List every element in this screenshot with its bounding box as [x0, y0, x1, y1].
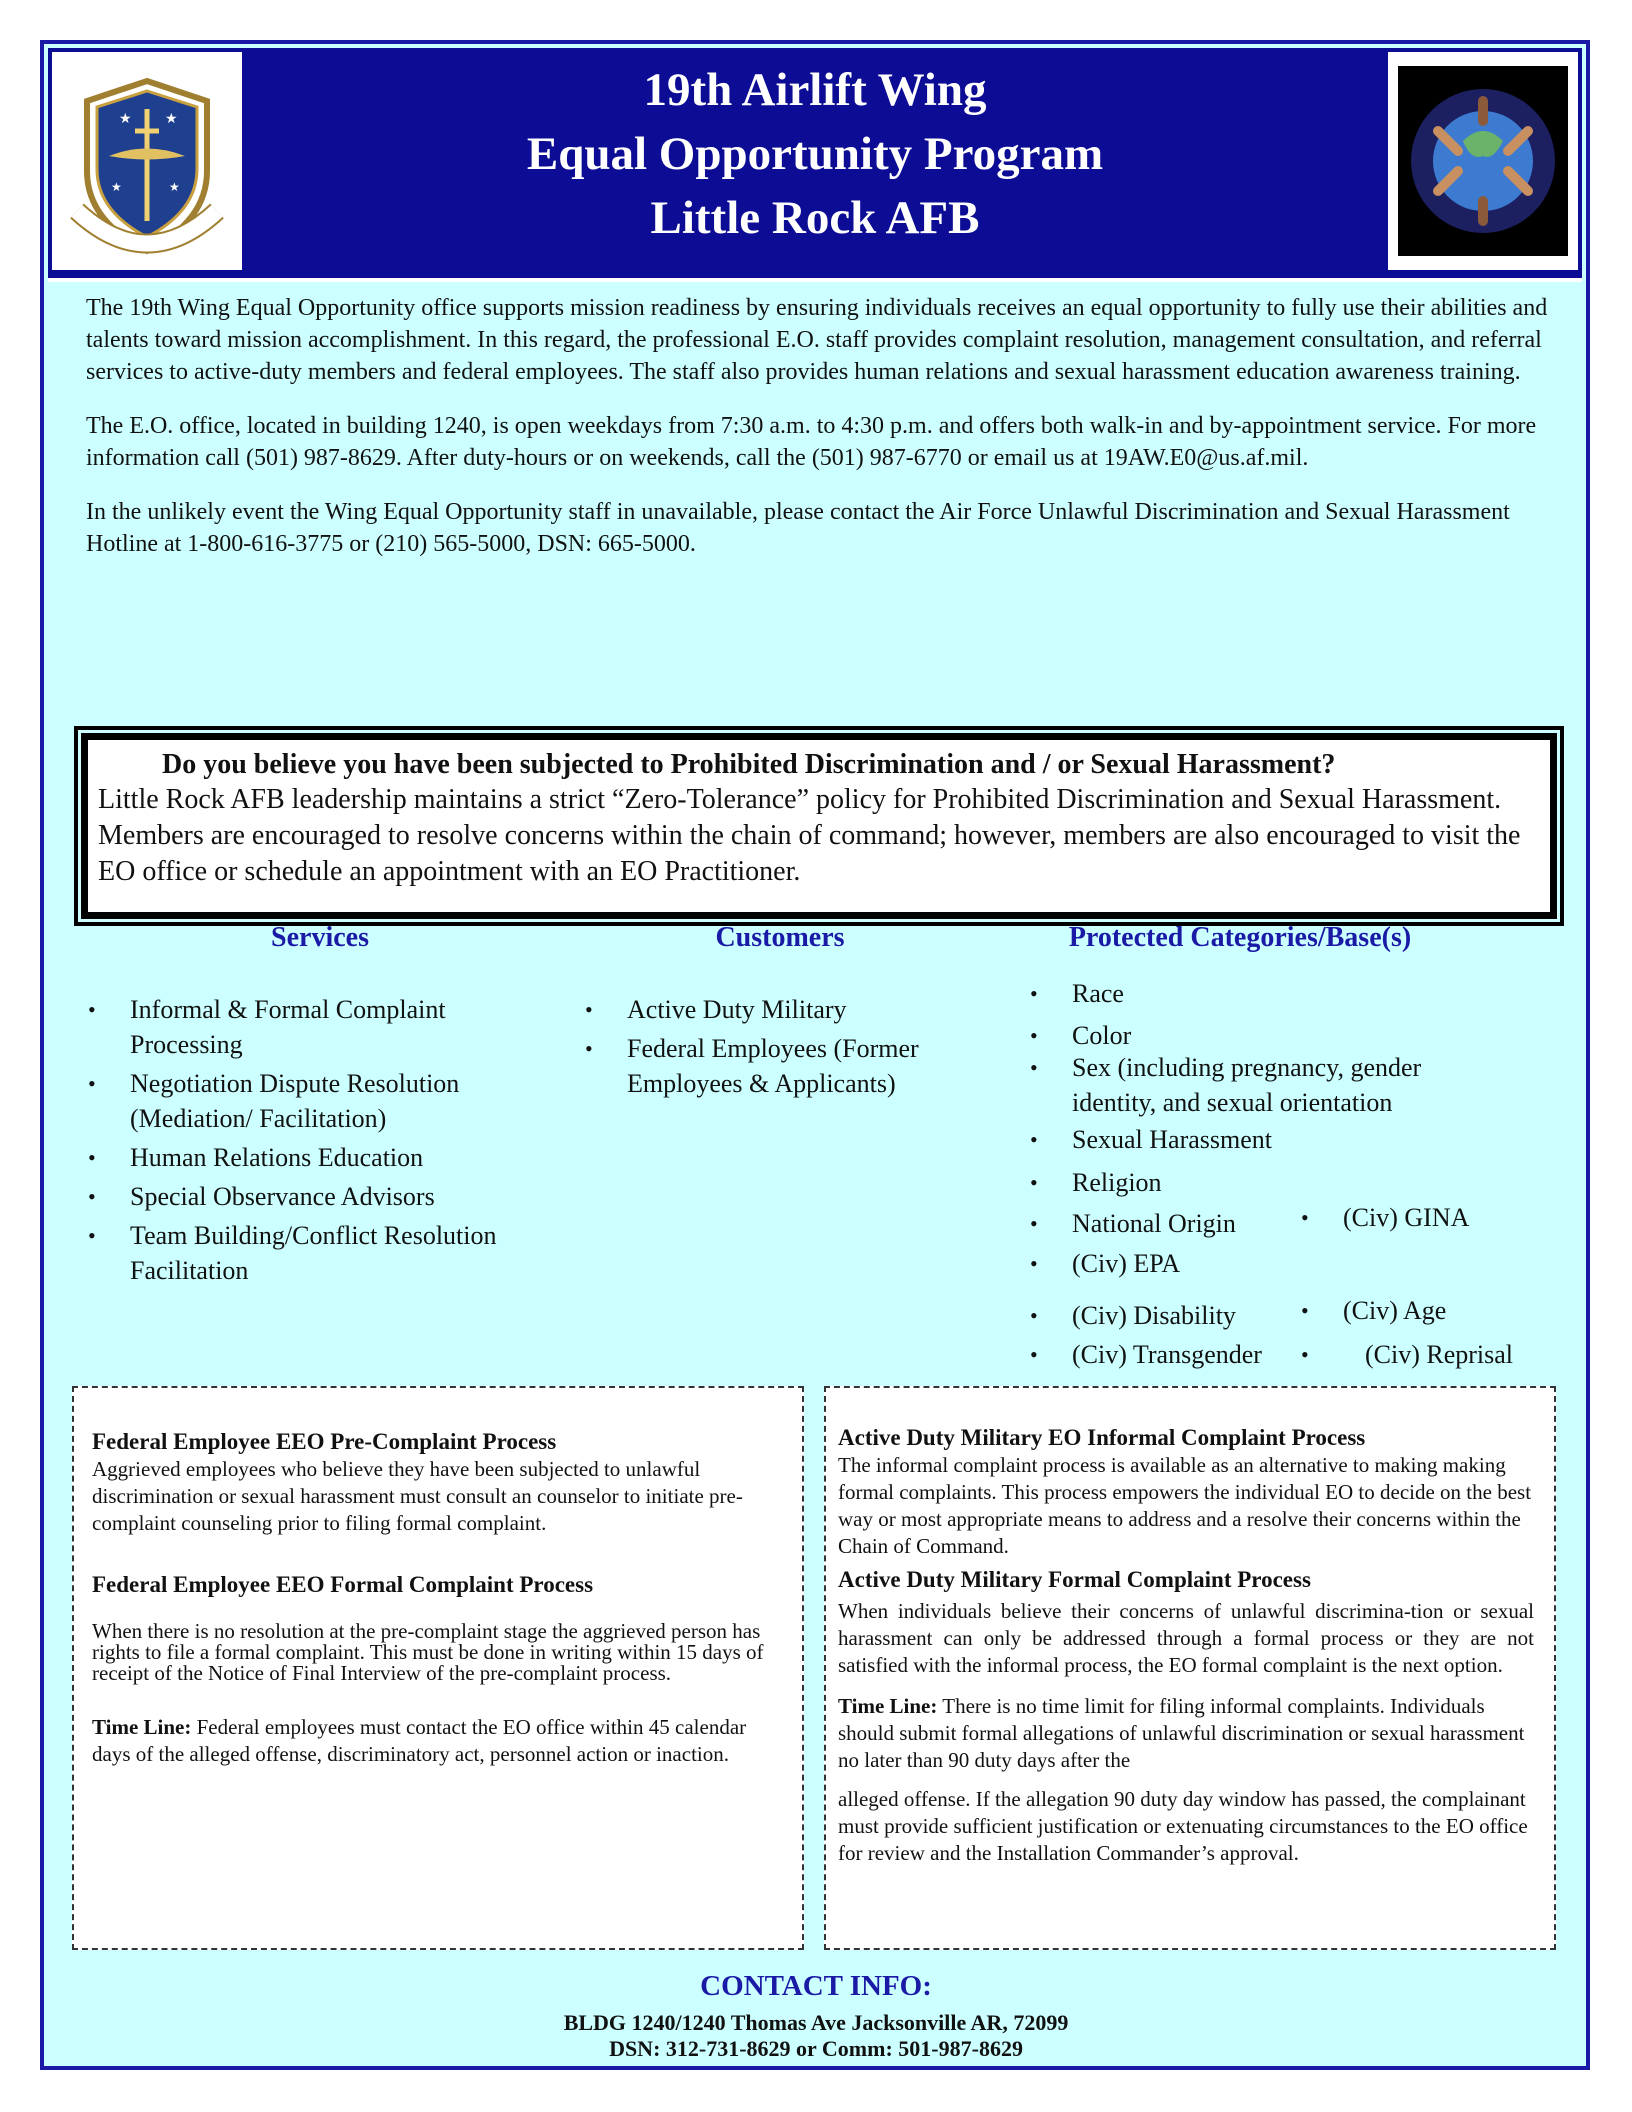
- globe-hands-icon: [1393, 61, 1573, 261]
- title-line-3: Little Rock AFB: [650, 192, 980, 244]
- title-line-1: 19th Airlift Wing: [643, 64, 987, 116]
- list-item: • Informal & Formal Complaint Processing: [80, 992, 520, 1062]
- military-timeline-continued: alleged offense. If the allegation 90 duty day window has passed, the complainant must provide sufficient justification or extenuating circumstances to the EO office for review and the Installation Commander’s approval.: [838, 1787, 1528, 1865]
- federal-precomplaint-text: Aggrieved employees who believe they have been subjected to unlawful discrimination or sexual harassment must consult an counselor to initiate pre-complaint counseling prior to filing formal complaint.: [92, 1457, 743, 1535]
- callout-text: Little Rock AFB leadership maintains a strict “Zero-Tolerance” policy for Prohibited Discrimination and Sexual Harassment. Members are encouraged to resolve concerns within the chain of command; however, members are also encouraged to visit the EO office or schedule an appointment with an EO Practitioner.: [98, 784, 1521, 887]
- page-title: [258, 58, 1372, 250]
- callout-inner: [81, 733, 1557, 919]
- intro-text: [86, 292, 1566, 582]
- federal-formal-text: When there is no resolution at the pre-complaint stage the aggrieved person has rights to file a formal complaint. This must be done in writing within 15 days of receipt of the Notice of Final Interview of the pre-complaint process.: [92, 1619, 764, 1685]
- eo-office-seal: [1388, 52, 1578, 270]
- list-item: • (Civ) EPA: [1024, 1246, 1180, 1281]
- list-item: • Special Observance Advisors: [80, 1179, 520, 1214]
- list-item: • Color: [1024, 1018, 1131, 1053]
- intro-paragraph-3: In the unlikely event the Wing Equal Opportunity staff in unavailable, please contact the Air Force Unlawful Discrimination and Sexual Harassment Hotline at 1-800-616-3775 or (210) 565-5000, DSN: 665-5000.: [86, 499, 1510, 557]
- list-item: • (Civ) Disability: [1024, 1298, 1236, 1333]
- list-item: • Active Duty Military: [577, 992, 997, 1027]
- timeline-label: Time Line:: [92, 1715, 192, 1739]
- federal-precomplaint-heading: Federal Employee EEO Pre-Complaint Process: [92, 1429, 557, 1454]
- military-timeline: [838, 1693, 1534, 1774]
- svg-text:★: ★: [119, 111, 132, 127]
- zero-tolerance-callout: [74, 726, 1564, 926]
- list-item: • Negotiation Dispute Resolution (Mediation/ Facilitation): [80, 1066, 520, 1136]
- customers-list: [577, 992, 997, 1105]
- list-item: • National Origin: [1024, 1206, 1236, 1241]
- list-item: • Human Relations Education: [80, 1140, 520, 1175]
- timeline-label: Time Line:: [838, 1694, 938, 1718]
- services-list: [80, 992, 520, 1292]
- list-item: • (Civ) Reprisal: [1295, 1337, 1513, 1372]
- contact-address: BLDG 1240/1240 Thomas Ave Jacksonville AR, 72099: [563, 2010, 1069, 2035]
- svg-text:★: ★: [165, 111, 178, 127]
- military-informal-text: The informal complaint process is available as an alternative to making making formal complaints. This process empowers the individual EO to decide on the best way or most appropriate means to address and a resolve their concerns within the Chain of Command.: [838, 1453, 1532, 1558]
- timeline-text: There is no time limit for filing informal complaints. Individuals should submit formal allegations of unlawful discrimination or sexual harassment no later than 90 duty days after the: [838, 1694, 1525, 1772]
- list-item: • Federal Employees (Former Employees & Applicants): [577, 1031, 997, 1101]
- intro-paragraph-1: The 19th Wing Equal Opportunity office supports mission readiness by ensuring individuals receives an equal opportunity to fully use their abilities and talents toward mission accomplishment. In this regard, the professional E.O. staff provides complaint resolution, management consultation, and referral services to active-duty members and federal employees. The staff also provides human relations and sexual harassment education awareness training.: [86, 295, 1548, 385]
- federal-employee-process-box: [72, 1386, 804, 1950]
- military-process-box: [824, 1386, 1556, 1950]
- list-item: • Religion: [1024, 1165, 1162, 1200]
- timeline-text: Federal employees must contact the EO office within 45 calendar days of the alleged offense, discriminatory act, personnel action or inaction.: [92, 1715, 747, 1766]
- airlift-wing-emblem: [52, 52, 242, 270]
- list-item: • Sexual Harassment: [1024, 1122, 1272, 1157]
- military-informal-heading: Active Duty Military EO Informal Complaint Process: [838, 1425, 1366, 1450]
- services-heading: Services: [271, 922, 369, 953]
- svg-text:★: ★: [111, 180, 122, 194]
- intro-paragraph-2: The E.O. office, located in building 1240, is open weekdays from 7:30 a.m. to 4:30 p.m. and offers both walk-in and by-appointment service. For more information call (501) 987-8629. After duty-hours or on weekends, call the (501) 987-6770 or email us at 19AW.E0@us.af.mil.: [86, 413, 1537, 471]
- list-item: • (Civ) GINA: [1295, 1200, 1469, 1235]
- list-item: • Team Building/Conflict Resolution Facilitation: [80, 1218, 520, 1288]
- customers-heading: Customers: [715, 922, 845, 953]
- callout-question: Do you believe you have been subjected to Prohibited Discrimination and / or Sexual Harassment?: [162, 749, 1336, 780]
- federal-formal-heading: Federal Employee EEO Formal Complaint Process: [92, 1572, 594, 1597]
- list-item: • Sex (including pregnancy, gender identity, and sexual orientation: [1024, 1050, 1452, 1120]
- list-item: • (Civ) Age: [1295, 1293, 1446, 1328]
- title-line-2: Equal Opportunity Program: [526, 128, 1104, 180]
- svg-text:★: ★: [169, 180, 180, 194]
- protected-categories-heading: Protected Categories/Base(s): [1068, 922, 1412, 953]
- federal-timeline: [92, 1714, 782, 1768]
- contact-phones: DSN: 312-731-8629 or Comm: 501-987-8629: [609, 2036, 1023, 2061]
- military-formal-heading: Active Duty Military Formal Complaint Process: [838, 1567, 1311, 1592]
- military-formal-text: When individuals believe their concerns of unlawful discrimina-tion or sexual harassment can only be addressed through a formal process or they are not satisfied with the informal process, the EO formal complaint is the next option.: [838, 1599, 1534, 1677]
- contact-info-heading: CONTACT INFO:: [700, 1970, 932, 2002]
- list-item: • (Civ) Transgender: [1024, 1337, 1262, 1372]
- wing-shield-icon: [57, 61, 237, 261]
- list-item: • Race: [1024, 976, 1124, 1011]
- header-band: [48, 48, 1582, 282]
